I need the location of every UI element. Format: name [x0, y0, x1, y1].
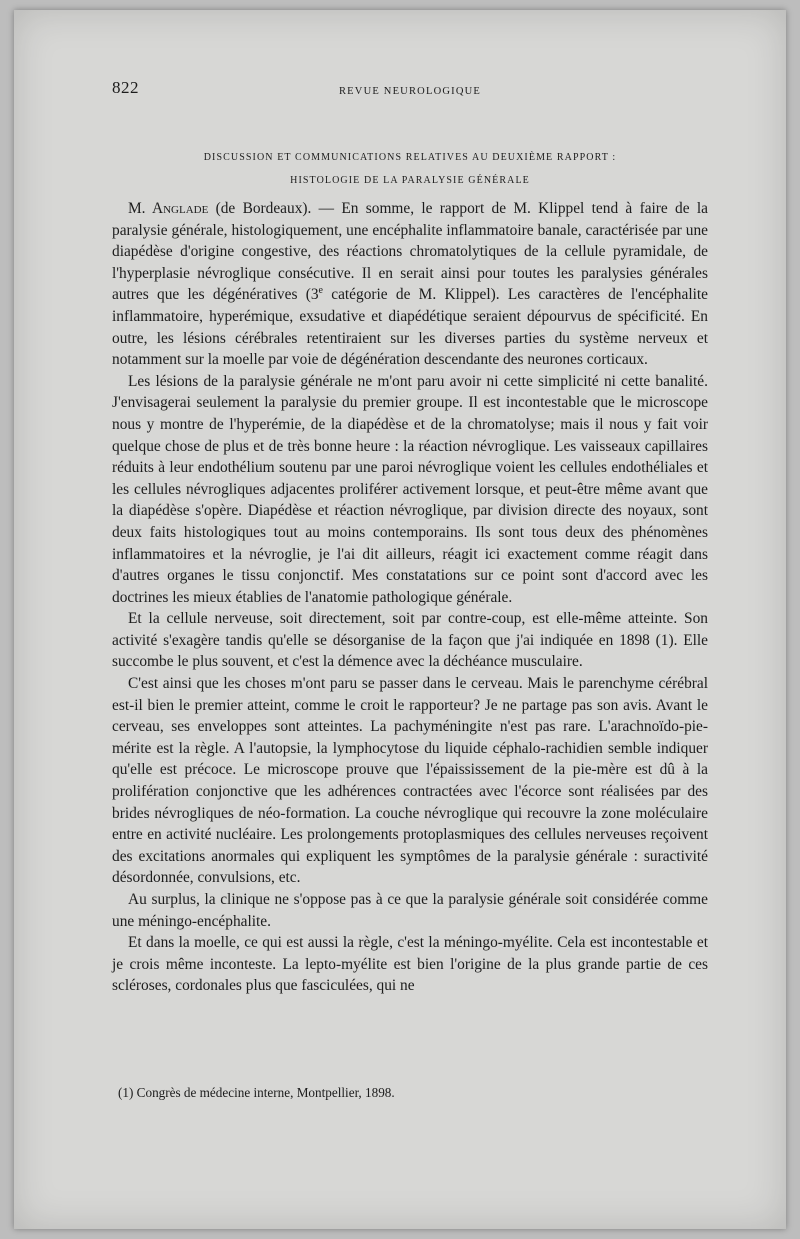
running-title: REVUE NEUROLOGIQUE [338, 86, 482, 97]
paragraph-1 [112, 198, 708, 371]
speaker-name: M. Anglade [128, 200, 209, 217]
ordinal-superscript: e [318, 285, 323, 297]
page-header [112, 78, 708, 102]
paragraph-1-text-b: catégorie de M. Klippel). Les caractères de l'encéphalite inflammatoire, hyperémique, exsudative et diapédétique seraient dépourvus de spécificité. En outre, les lésions cérébrales retentiraient sur les diverses parties du système nerveux et notamment sur la moelle par voie de dégénération descendante des neurones corticaux. [112, 286, 708, 369]
paragraph-2: Les lésions de la paralysie générale ne m'ont paru avoir ni cette simplicité ni cette banalité. J'envisagerai seulement la paralysie du premier groupe. Il est incontestable que le microscope nous y montre de l'hyperémie, de la diapédèse et de la chromatolyse; mais il nous y fait voir quelque chose de plus et de très bonne heure : la réaction névroglique. Les vaisseaux capillaires réduits à leur endothélium soutenu par une paroi névroglique voient les cellules endothéliales et les cellules névrogliques adjacentes proliférer activement lorsque, et peut-être même avant que la diapédèse s'opère. Diapédèse et réaction névroglique, par division directe des noyaux, sont deux faits histologiques tout au moins contemporains. Ils sont tous deux des phénomènes inflammatoires et la névroglie, je l'ai dit ailleurs, réagit ici exactement comme réagit dans d'autres organes le tissu conjonctif. Mes constatations sur ce point sont d'accord avec les doctrines les mieux établies de l'anatomie pathologique générale. [112, 372, 708, 606]
paragraph-1-text-a: (de Bordeaux). — En somme, le rapport de M. Klippel tend à faire de la paralysie générale, histologiquement, une encéphalite inflammatoire banale, caractérisée par une diapédèse d'origine congestive, des réactions chromatolytiques de la cellule pyramidale, de l'hyperplasie névroglique consécutive. Il en serait ainsi pour toutes les paralysies générales autres que les dégénératives (3 [112, 200, 708, 304]
paragraph-3: Et la cellule nerveuse, soit directement, soit par contre-coup, est elle-même atteinte. Son activité s'exagère tandis qu'elle se désorganise de la façon que j'ai indiquée en 1898 (1). Elle succombe le plus souvent, et c'est la démence avec la déchéance musculaire. [112, 610, 708, 671]
paragraph-6: Et dans la moelle, ce qui est aussi la règle, c'est la méningo-myélite. Cela est incontestable et je crois même inconteste. La lepto-myélite est bien l'origine de la plus grande partie de ces scléroses, cordonales plus que fasciculées, qui ne [112, 934, 708, 995]
section-title-line-1: DISCUSSION ET COMMUNICATIONS RELATIVES AU DEUXIÈME RAPPORT : [203, 152, 617, 163]
section-title-line-2: HISTOLOGIE DE LA PARALYSIE GÉNÉRALE [290, 175, 530, 186]
paragraph-4: C'est ainsi que les choses m'ont paru se passer dans le cerveau. Mais le parenchyme cérébral est-il bien le premier atteint, comme le croit le rapporteur? Je ne partage pas son avis. Avant le cerveau, ses enveloppes sont atteintes. La pachyméningite n'est pas rare. L'arachnoïdo-pie-mérite est la règle. A l'autopsie, la lymphocytose du liquide céphalo-rachidien semble indiquer qu'elle est précoce. Le microscope prouve que l'épaississement de la pie-mère est dû à la prolifération conjonctive que les adhérences contractées avec l'écorce sont réalisées par des brides névrogliques de néo-formation. La couche névroglique qui recouvre la zone moléculaire entre en activité nucléaire. Les prolongements protoplasmiques des cellules nerveuses reçoivent des excitations anormales qui expliquent les symptômes de la paralysie générale : suractivité désordonnée, convulsions, etc. [112, 675, 708, 887]
paragraph-5: Au surplus, la clinique ne s'oppose pas à ce que la paralysie générale soit considérée comme une méningo-encéphalite. [112, 891, 708, 930]
section-title [112, 146, 708, 192]
footnote: (1) Congrès de médecine interne, Montpellier, 1898. [118, 1085, 395, 1100]
page-number: 822 [112, 78, 139, 97]
article-body [112, 198, 708, 997]
